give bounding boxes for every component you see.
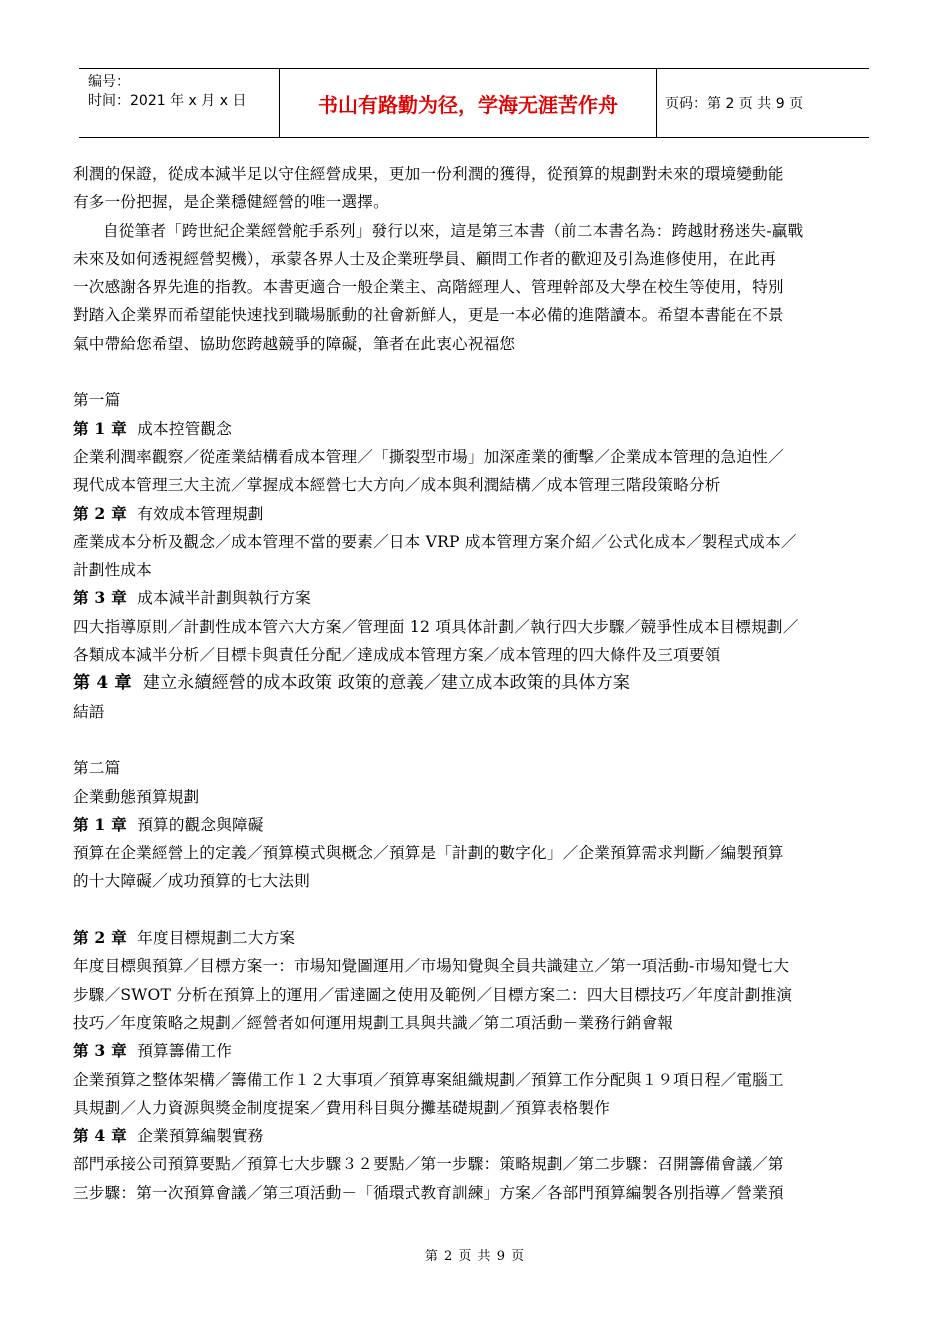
chapter-label: 第 4 章 [73,673,132,694]
chapter-topics: 三步驟：第一次預算會議／第三項活動－「循環式教育訓練」方案／各部門預算編製各別指導／營業預 [73,1183,784,1202]
chapter-label: 第 2 章 [73,503,127,523]
chapter-title: 預算籌備工作 [137,1042,232,1061]
chapter-heading [73,924,873,952]
chapter-topics: 企業利潤率觀察／從產業結構看成本管理／「撕裂型市場」加深產業的衝擊／企業成本管理的急迫性／ [73,447,784,466]
chapter-topics: 計劃性成本 [73,561,152,580]
intro-line: 自從筆者「跨世紀企業經營舵手系列」發行以來，這是第三本書（前二本書名為：跨越財務迷失-贏戰 [103,221,804,240]
header-page-info: 页码：第 2 页 共 9 页 [665,96,804,112]
intro-line: 有多一份把握，是企業穩健經營的唯一選擇。 [73,193,389,212]
chapter-heading [73,584,873,612]
chapter-title: 建立永續經營的成本政策 政策的意義／建立成本政策的具体方案 [142,673,631,694]
chapter-topics: 產業成本分析及觀念／成本管理不當的要素／日本 VRP 成本管理方案介紹／公式化成本／製程式成本／ [73,532,797,551]
chapter-topics: 預算在企業經營上的定義／預算模式與概念／預算是「計劃的數字化」／企業預算需求判斷／編製預算 [73,844,784,863]
header-motto: 书山有路勤为径，学海无涯苦作舟 [280,69,657,137]
chapter-topics: 具規劃／人力資源與獎金制度提案／費用科目與分攤基礎規劃／預算表格製作 [73,1098,610,1117]
intro-line: 對踏入企業界而希望能快速找到職場脈動的社會新鮮人，更是一本必備的進階讀本。希望本書能在不景 [73,306,784,325]
chapter-title: 有效成本管理規劃 [137,504,264,523]
document-date: 时间：2021 年 x 月 x 日 [88,93,247,109]
chapter-label: 第 3 章 [73,588,127,608]
chapter-label: 第 2 章 [73,928,127,948]
chapter-topics: 步驟／SWOT 分析在預算上的運用／雷達圖之使用及範例／目標方案二：四大目標技巧／年度計劃推演 [73,985,793,1004]
intro-line: 一次感謝各界先進的指教。本書更適合一般企業主、高階經理人、管理幹部及大學在校生等使用，特別 [73,278,784,297]
chapter-heading [73,415,873,443]
chapter-topics: 企業預算之整体架構／籌備工作１２大事項／預算專案組織規劃／預算工作分配與１９項日程／電腦工 [73,1070,784,1089]
intro-line: 未來及如何透視經營契機），承蒙各界人士及企業班學員、顧問工作者的歡迎及引為進修使用，在此再 [73,249,776,268]
chapter-topics: 技巧／年度策略之規劃／經營者如何運用規劃工具與共識／第二項活動－業務行銷會報 [73,1013,674,1032]
chapter-topics: 四大指導原則／計劃性成本管六大方案／管理面 12 項具体計劃／執行四大步驟／競爭性成本目標規劃／ [73,617,799,636]
chapter-heading [73,669,873,697]
chapter-topics: 各類成本減半分析／目標卡與責任分配／達成成本管理方案／成本管理的四大條件及三項要領 [73,646,721,665]
chapter-label: 第 3 章 [73,1041,127,1061]
chapter-title: 預算的觀念與障礙 [137,815,264,834]
document-number-label: 编号： [88,74,130,90]
part-subtitle: 企業動態預算規劃 [73,787,200,806]
chapter-title: 成本減半計劃與執行方案 [137,589,311,608]
chapter-label: 第 4 章 [73,1126,127,1146]
page-footer: 第 2 页 共 9 页 [424,1249,526,1264]
chapter-title: 企業預算編製實務 [137,1127,264,1146]
chapter-label: 第 1 章 [73,814,127,834]
intro-line: 氣中帶給您希望、協助您跨越競爭的障礙，筆者在此衷心祝福您 [73,334,516,353]
chapter-title: 年度目標規劃二大方案 [137,929,296,948]
chapter-topics: 的十大障礙／成功預算的七大法則 [73,872,310,891]
chapter-label: 第 1 章 [73,418,127,438]
chapter-heading [73,1037,873,1065]
page-header [79,68,869,138]
chapter-title: 成本控管觀念 [137,419,232,438]
conclusion-heading: 結語 [73,702,105,721]
part-title: 第一篇 [73,391,121,410]
chapter-heading [73,500,873,528]
intro-line: 利潤的保證，從成本減半足以守住經營成果，更加一份利潤的獲得，從預算的規劃對未來的環境變動能 [73,165,784,183]
header-meta [79,69,280,137]
part-title: 第二篇 [73,759,121,778]
chapter-topics: 現代成本管理三大主流／掌握成本經營七大方向／成本與利潤結構／成本管理三階段策略分析 [73,476,721,495]
chapter-heading [73,1122,873,1150]
document-body [73,160,873,1207]
chapter-topics: 部門承接公司預算要點／預算七大步驟３２要點／第一步驟：策略規劃／第二步驟：召開籌備會議／第 [73,1155,784,1174]
chapter-heading [73,811,873,839]
chapter-topics: 年度目標與預算／目標方案一：市場知覺圖運用／市場知覺與全員共識建立／第一項活動-市場知覺七大 [73,957,790,976]
